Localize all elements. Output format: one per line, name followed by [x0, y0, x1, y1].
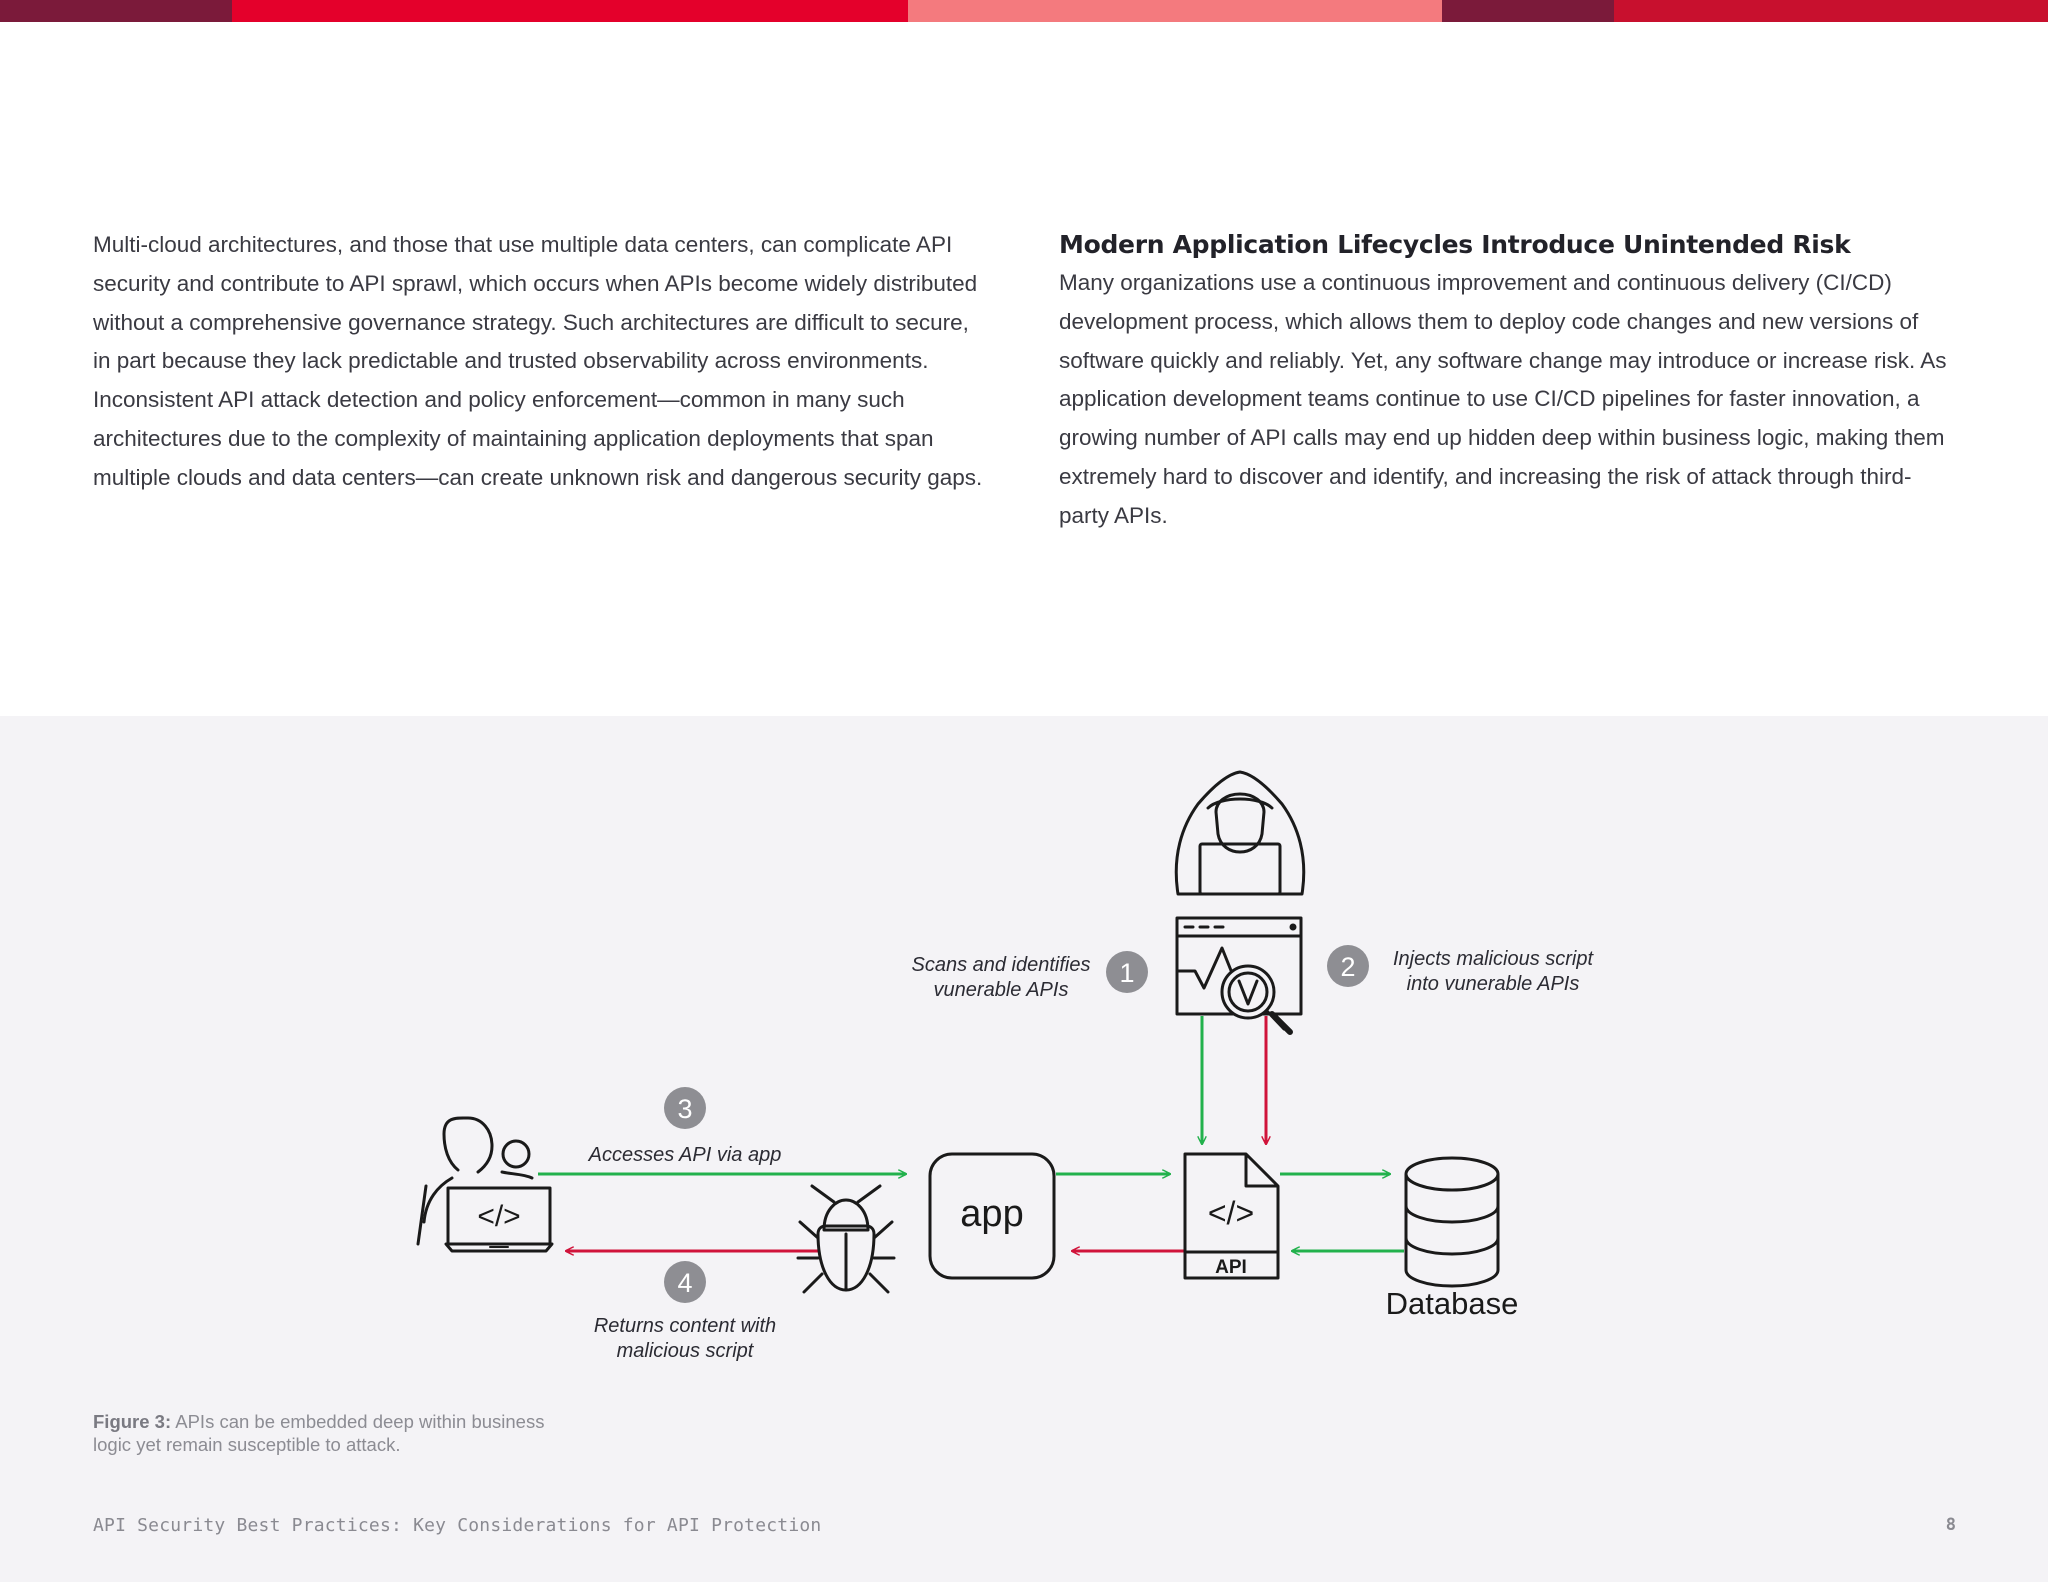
caption-label: Figure 3:: [93, 1411, 172, 1432]
database-icon: [1406, 1158, 1498, 1286]
browser-scan-icon: [1177, 918, 1301, 1032]
bug-icon: [798, 1186, 894, 1292]
step-3: [588, 1087, 782, 1166]
api-file-icon: [1185, 1154, 1278, 1278]
api-label: API: [1215, 1257, 1247, 1278]
top-color-bar: [0, 0, 2048, 22]
figure-caption: [93, 1410, 553, 1456]
database-label: Database: [1385, 1286, 1519, 1321]
laptop-code-glyph: </>: [477, 1200, 521, 1233]
page-number: 8: [1945, 1515, 1956, 1535]
step-2-line2: into vunerable APIs: [1406, 973, 1580, 995]
app-label: app: [960, 1193, 1024, 1235]
step-4-number: 4: [677, 1268, 693, 1298]
step-4-line2: malicious script: [616, 1340, 754, 1362]
app-box-icon: [930, 1154, 1054, 1278]
bar-segment-3: [908, 0, 1442, 22]
user-laptop-icon: [418, 1118, 552, 1251]
bar-segment-1: [0, 0, 232, 22]
left-column: [93, 226, 983, 498]
step-1: [911, 951, 1148, 1001]
right-body-text: Many organizations use a continuous improvement and continuous delivery (CI/CD) development process, which allows them to deploy code changes and new versions of software quickly and reliably. Yet, any software change may introduce or increase risk. As application development teams continue to use CI/CD pipelines for faster innovation, a growing number of API calls may end up hidden deep within business logic, making them extremely hard to discover and identify, and increasing the risk of attack through third-party APIs.: [1059, 270, 1947, 528]
step-1-number: 1: [1119, 958, 1135, 988]
left-body-text: Multi-cloud architectures, and those that use multiple data centers, can complicate API security and contribute to API sprawl, which occurs when APIs become widely distributed without a comprehensive governance strategy. Such architectures are difficult to secure, in part because they lack predictable and trusted observability across environments. Inconsistent API attack detection and policy enforcement—common in many such architectures due to the complexity of maintaining application deployments that span multiple clouds and data centers—can create unknown risk and dangerous security gaps.: [93, 232, 983, 490]
bar-segment-5: [1614, 0, 2048, 22]
bar-segment-4: [1442, 0, 1614, 22]
right-column: [1059, 226, 1959, 536]
step-1-line1: Scans and identifies: [911, 954, 1091, 976]
footer-title: API Security Best Practices: Key Considerations for API Protection: [93, 1515, 822, 1536]
step-4-line1: Returns content with: [593, 1315, 777, 1337]
caption-text: APIs can be embedded deep within business logic yet remain susceptible to attack.: [93, 1411, 545, 1455]
hacker-icon: [1176, 772, 1304, 894]
bar-segment-2: [232, 0, 908, 22]
step-3-number: 3: [677, 1094, 693, 1124]
section-heading: Modern Application Lifecycles Introduce Unintended Risk: [1059, 230, 1851, 259]
step-3-line1: Accesses API via app: [588, 1144, 782, 1166]
api-code-glyph: </>: [1207, 1195, 1255, 1231]
step-1-line2: vunerable APIs: [933, 979, 1069, 1001]
step-2-number: 2: [1340, 952, 1356, 982]
step-2-line1: Injects malicious script: [1392, 948, 1594, 970]
step-4: [594, 1261, 776, 1362]
step-2: [1327, 945, 1594, 995]
